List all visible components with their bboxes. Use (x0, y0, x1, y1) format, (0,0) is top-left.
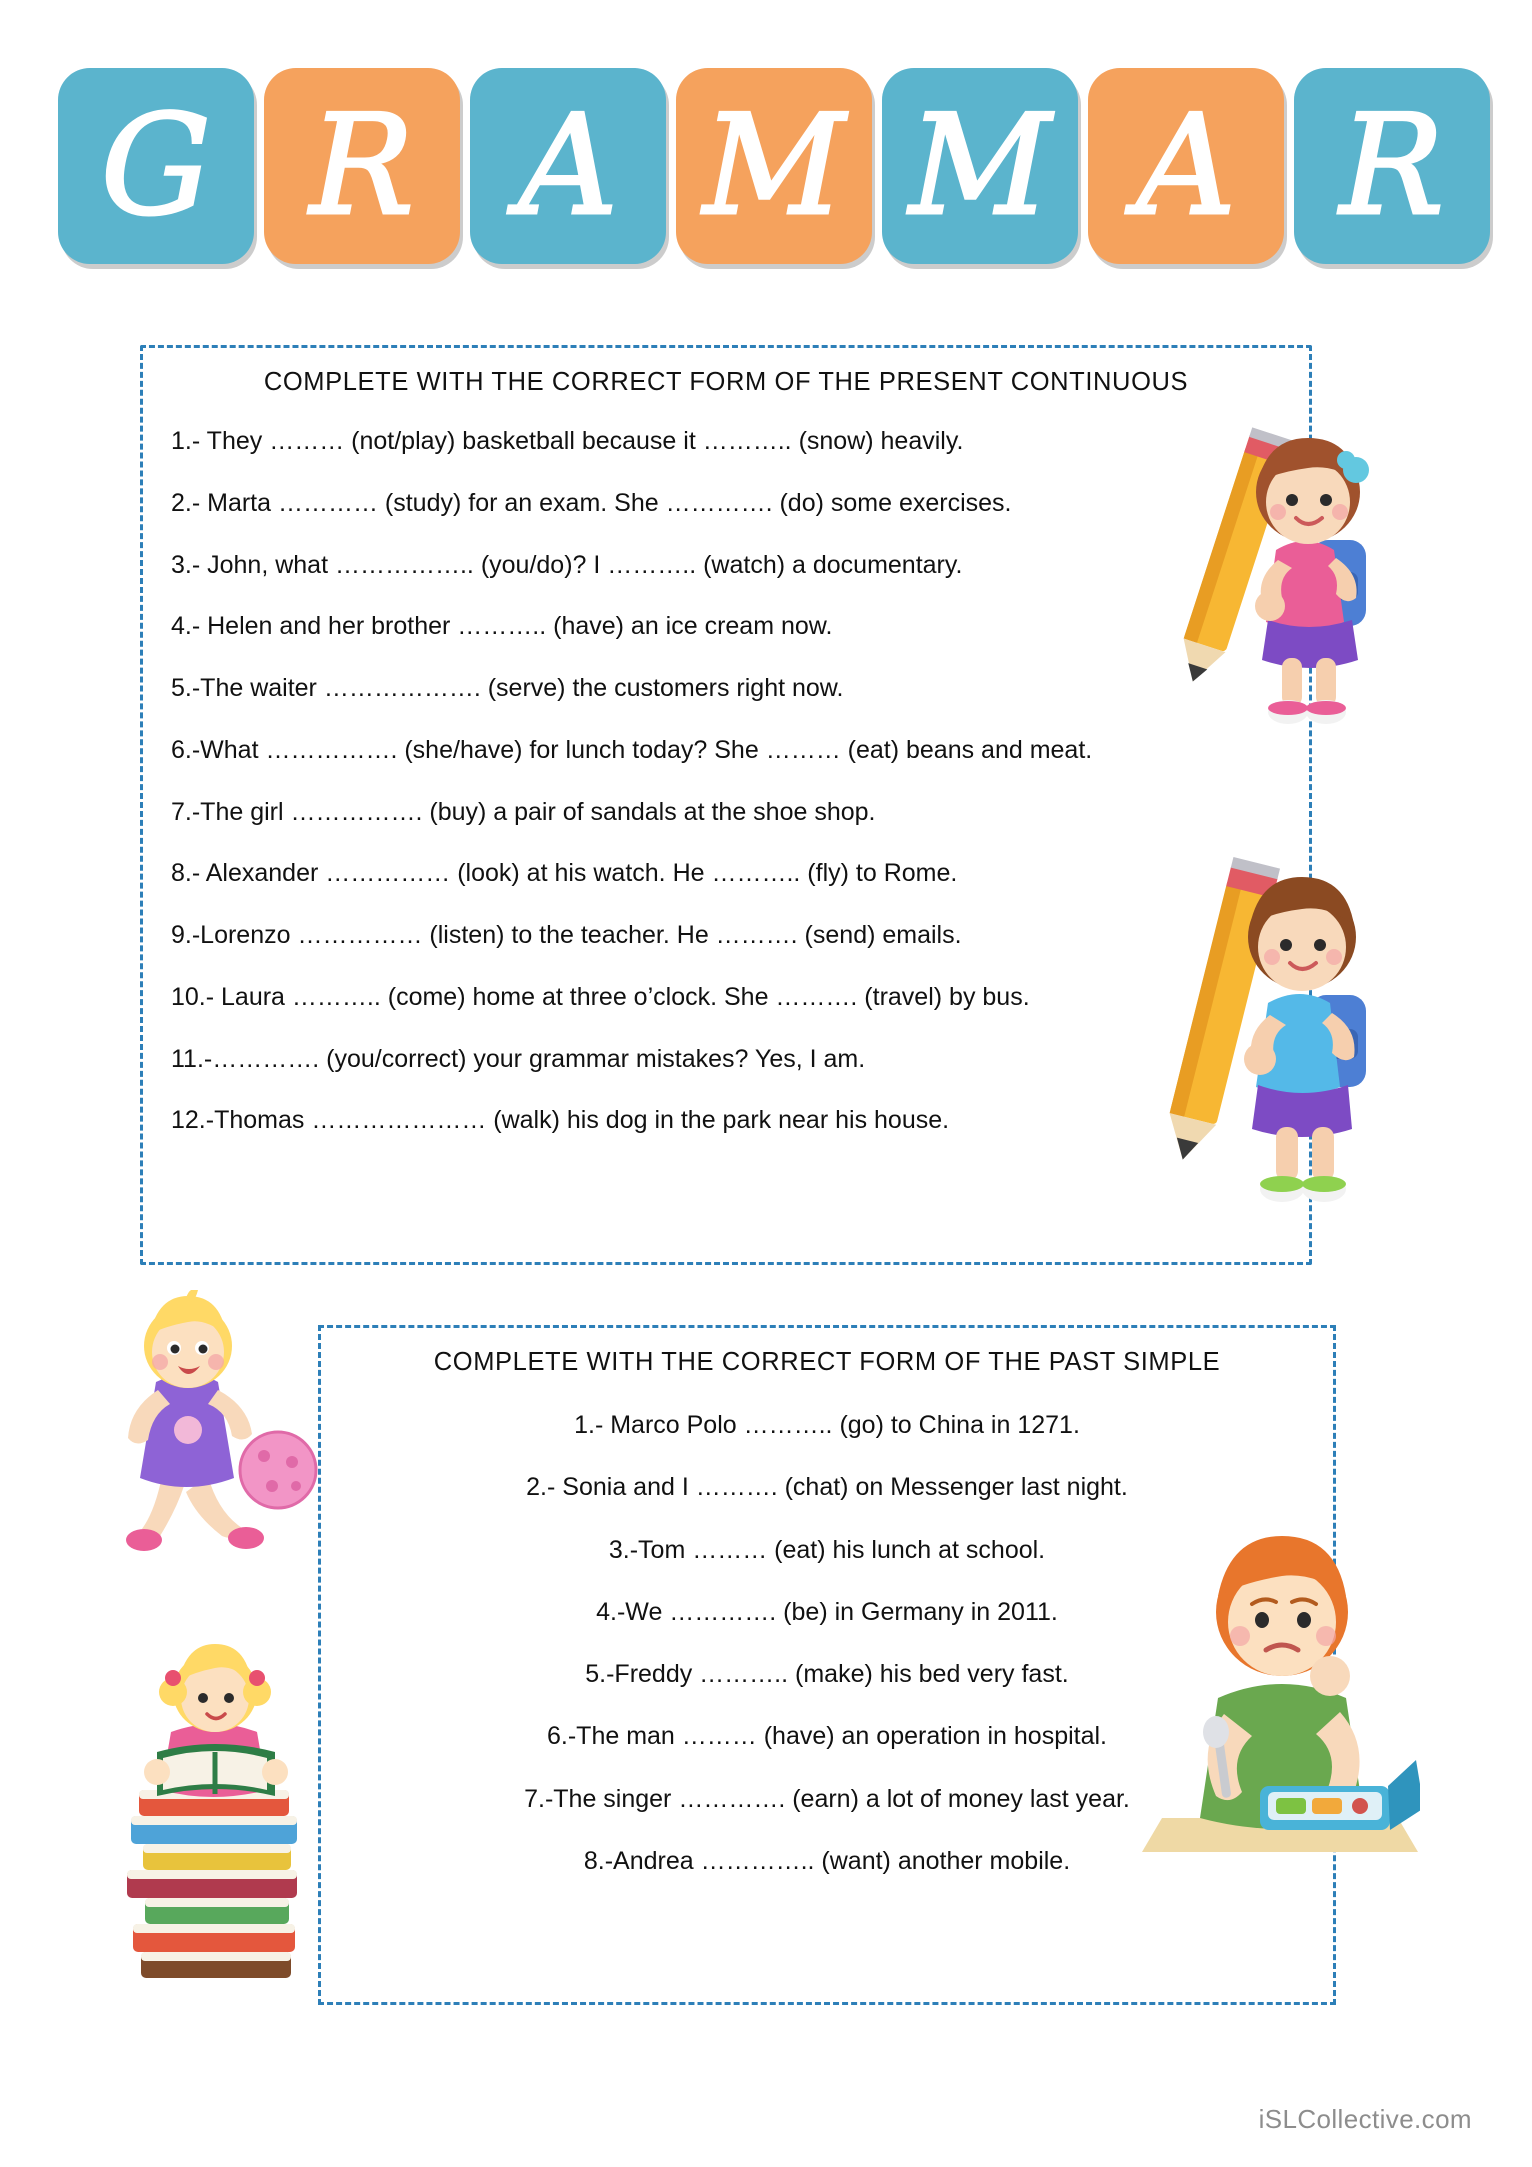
list-item: 2.- Marta ………… (study) for an exam. She …………. (do) some exercises. (171, 488, 1012, 517)
section2-heading: COMPLETE WITH THE CORRECT FORM OF THE PAST SIMPLE (433, 1348, 1221, 1376)
list-item: 11.-…………. (you/correct) your grammar mistakes? Yes, I am. (171, 1044, 866, 1073)
list-item: 6.-What ……………. (she/have) for lunch today? She ……… (eat) beans and meat. (171, 735, 1093, 764)
list-item: 1.- Marco Polo ……….. (go) to China in 1271. (574, 1411, 1080, 1439)
watermark: iSLCollective.com (1258, 2104, 1472, 2134)
title-letter-6: A (1136, 85, 1236, 246)
title-letter-tile-3 (470, 68, 666, 264)
title-letter-tile-5 (882, 68, 1078, 264)
list-item: 5.-The waiter ………………. (serve) the customers right now. (171, 674, 844, 702)
title-letter-tile-4 (676, 68, 872, 264)
title-letter-2: R (310, 85, 414, 246)
title-letter-tile-1 (58, 68, 254, 264)
title-letter-5: M (909, 85, 1051, 246)
list-item: 7.-The girl ……………. (buy) a pair of sandals at the shoe shop. (171, 797, 876, 826)
girl-with-ball-illustration (100, 1290, 330, 1570)
list-item: 4.-We …………. (be) in Germany in 2011. (596, 1597, 1058, 1626)
title-letter-4: M (703, 85, 845, 246)
list-item: 8.- Alexander …………… (look) at his watch. He ……….. (fly) to Rome. (171, 859, 958, 888)
boy-with-pencil-illustration (1160, 845, 1400, 1225)
list-item: 12.-Thomas ………………… (walk) his dog in the park near his house. (171, 1106, 950, 1135)
girl-reading-on-books-illustration (105, 1640, 335, 2010)
list-item: 2.- Sonia and I ………. (chat) on Messenger last night. (526, 1473, 1128, 1502)
list-item: 7.-The singer …………. (earn) a lot of money last year. (524, 1784, 1130, 1813)
title-letter-7: R (1340, 85, 1444, 246)
title-letter-tile-6 (1088, 68, 1284, 264)
list-item: 10.- Laura ……….. (come) home at three o’clock. She ………. (travel) by bus. (171, 982, 1030, 1011)
list-item: 4.- Helen and her brother ……….. (have) an ice cream now. (171, 612, 833, 641)
title-letter-tile-7 (1294, 68, 1490, 264)
title-letter-1: G (100, 85, 212, 246)
list-item: 3.-Tom ……… (eat) his lunch at school. (608, 1535, 1046, 1564)
page-title (58, 68, 1474, 283)
list-item: 8.-Andrea ………….. (want) another mobile. (583, 1846, 1071, 1875)
list-item: 5.-Freddy ……….. (make) his bed very fast. (585, 1660, 1069, 1688)
list-item: 6.-The man ……… (have) an operation in hospital. (547, 1722, 1107, 1751)
title-letter-3: A (518, 85, 618, 246)
section1-heading: COMPLETE WITH THE CORRECT FORM OF THE PRESENT CONTINUOUS (263, 368, 1189, 396)
list-item: 9.-Lorenzo …………… (listen) to the teacher. He ………. (send) emails. (171, 921, 962, 949)
boy-with-lunchbox-illustration (1140, 1500, 1420, 1870)
list-item: 1.- They ……… (not/play) basketball because it ……….. (snow) heavily. (171, 427, 964, 455)
title-letter-tile-2 (264, 68, 460, 264)
section1-question-list (171, 426, 1291, 1167)
girl-with-pencil-illustration (1170, 420, 1400, 740)
list-item: 3.- John, what …………….. (you/do)? I ……….. (watch) a documentary. (171, 550, 963, 579)
present-continuous-exercise-box (140, 345, 1312, 1265)
